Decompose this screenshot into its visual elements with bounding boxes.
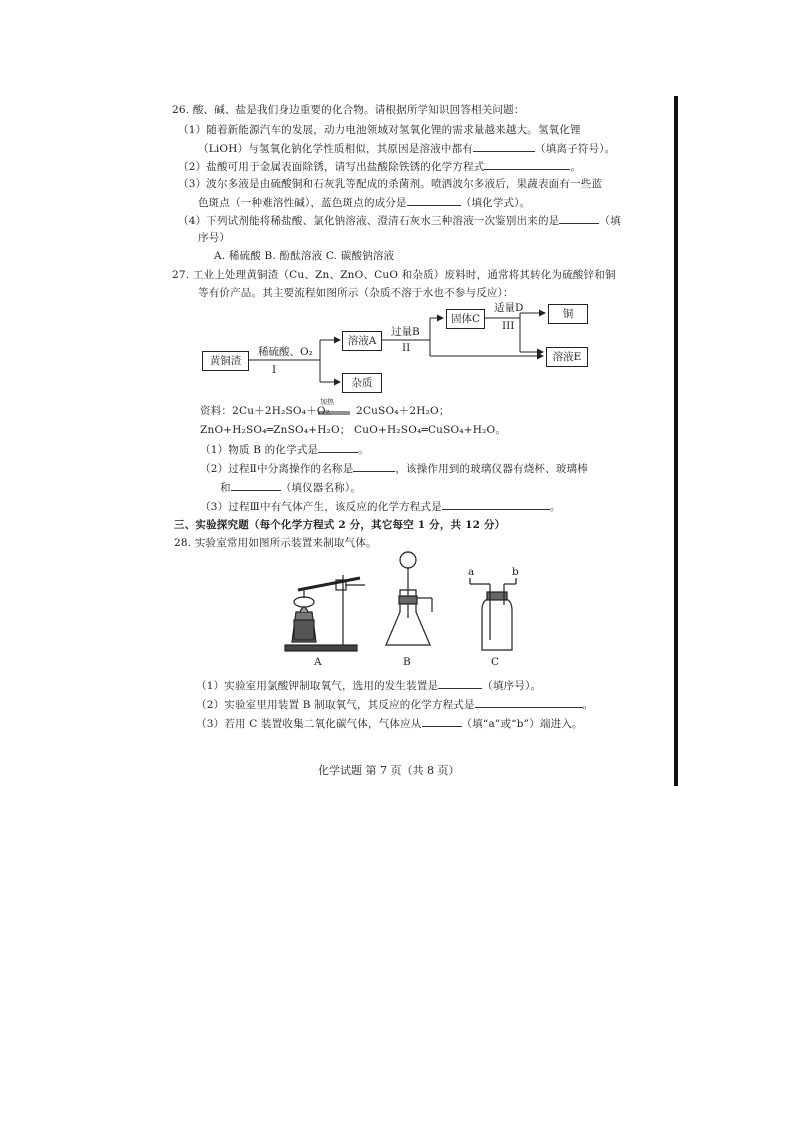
flow-step2-number: II <box>402 342 411 354</box>
q27-part2-text: （2）过程Ⅱ中分离操作的名称是 <box>200 463 354 475</box>
apparatus-b-label: B <box>403 656 411 668</box>
flow-step2-reagent: 过量B <box>391 326 420 338</box>
q28-part3 <box>196 716 583 731</box>
flow-node-solution-e: 溶液E <box>546 347 588 367</box>
q27-info-heat-label: 加热 <box>320 398 334 406</box>
q26-part3-text: 色斑点（一种难溶性碱），蓝色斑点的成分是 <box>198 197 407 209</box>
apparatus-c-label: C <box>491 656 500 668</box>
pipe-b-label: b <box>512 566 519 578</box>
q28-part1-hint: （填序号）。 <box>482 680 542 692</box>
flow-step3-reagent: 适量D <box>494 302 524 314</box>
q27-info-line2: ZnO+H₂SO₄═ZnSO₄+H₂O； CuO+H₂SO₄═CuSO₄+H₂O。 <box>200 424 507 436</box>
flow-step1-number: I <box>272 364 277 376</box>
q27-part1-text: （1）物质 B 的化学式是 <box>200 444 319 456</box>
q28-part3-blank[interactable] <box>422 716 462 727</box>
section-3-heading: 三、实验探究题（每个化学方程式 2 分，其它每空 1 分，共 12 分） <box>174 519 506 531</box>
q28-part2-end: 。 <box>582 699 594 711</box>
q26-options: A. 稀硫酸 B. 酚酞溶液 C. 碳酸钠溶液 <box>214 250 395 262</box>
q28-part1-text: （1）实验室用氯酸钾制取氧气，选用的发生装置是 <box>196 680 439 692</box>
q28-stem: 28. 实验室常用如图所示装置来制取气体。 <box>174 537 377 549</box>
q26-part2-text: （2）盐酸可用于金属表面除锈，请写出盐酸除铁锈的化学方程式 <box>178 161 485 173</box>
q26-part3-line1: （3）波尔多液是由硫酸铜和石灰乳等配成的杀菌剂。喷洒波尔多液后，果蔬表面有一些蓝 <box>178 178 603 190</box>
flow-node-brass-slag: 黄铜渣 <box>202 351 249 371</box>
q26-part2-end: 。 <box>570 161 582 173</box>
q26-part4-line2: 序号） <box>198 232 231 244</box>
q28-part2 <box>196 697 593 712</box>
q28-part1 <box>196 678 541 693</box>
flow-step1-reagent: 稀硫酸、O₂ <box>258 346 313 358</box>
q27-info-line1-left: 资料：2Cu＋2H₂SO₄＋O₂ <box>200 405 331 417</box>
apparatus-b-drawing <box>386 552 432 645</box>
q26-stem: 26. 酸、碱、盐是我们身边重要的化合物。请根据所学知识回答相关问题： <box>172 104 525 116</box>
q27-part2-hint: （填仪器名称）。 <box>280 482 362 494</box>
q26-part4-text: （4）下列试剂能将稀盐酸、氯化钠溶液、澄清石灰水三种溶液一次鉴别出来的是 <box>178 215 560 227</box>
q26-part3-hint: （填化学式）。 <box>460 197 531 209</box>
q26-part1-hint: （填离子符号）。 <box>535 143 616 155</box>
q28-part2-text: （2）实验室里用装置 B 制取氧气，其反应的化学方程式是 <box>196 699 475 711</box>
apparatus-c-drawing <box>470 578 516 650</box>
q28-part2-blank[interactable] <box>475 697 583 708</box>
q27-part1-end: 。 <box>358 444 369 456</box>
q27-part2-text-b: ，该操作用到的玻璃仪器有烧杯、玻璃棒 <box>395 463 588 475</box>
flow-node-impurity: 杂质 <box>342 373 382 393</box>
q28-part3-text: （3）若用 C 装置收集二氧化碳气体，气体应从 <box>196 718 422 730</box>
q26-part1-text: （LiOH）与氢氧化钠化学性质相似，其原因是溶液中都有 <box>198 143 473 155</box>
q26-part4-hint: （填 <box>599 215 621 227</box>
q28-part1-blank[interactable] <box>438 678 482 689</box>
q27-stem-line2: 等有价产品。其主要流程如图所示（杂质不溶于水也不参与反应）： <box>198 287 514 299</box>
q26-part1-line1: （1）随着新能源汽车的发展，动力电池领域对氢氧化锂的需求量越来越大。氢氧化锂 <box>178 124 581 136</box>
apparatus-a-label: A <box>314 656 322 668</box>
page-footer: 化学试题 第 7 页（共 8 页） <box>318 764 460 777</box>
apparatus-a-drawing <box>285 575 365 651</box>
flow-step3-number: III <box>502 320 515 332</box>
flow-node-solid-c: 固体C <box>446 309 485 329</box>
q28-part3-hint: （填“a”或“b”）端进入。 <box>461 718 583 730</box>
q27-part2-and: 和 <box>220 482 231 494</box>
flow-node-solution-a: 溶液A <box>342 331 382 351</box>
q27-info-line1-right: 2CuSO₄＋2H₂O； <box>356 405 450 417</box>
flow-node-copper: 铜 <box>548 304 588 324</box>
q27-part3-end: 。 <box>549 501 561 513</box>
q27-stem-line1: 27. 工业上处理黄铜渣（Cu、Zn、ZnO、CuO 和杂质）废料时，通常将其转化为硫酸锌和铜 <box>172 269 616 281</box>
q27-part3-text: （3）过程Ⅲ中有气体产生，该反应的化学方程式是 <box>200 501 442 513</box>
pipe-a-label: a <box>468 566 475 578</box>
